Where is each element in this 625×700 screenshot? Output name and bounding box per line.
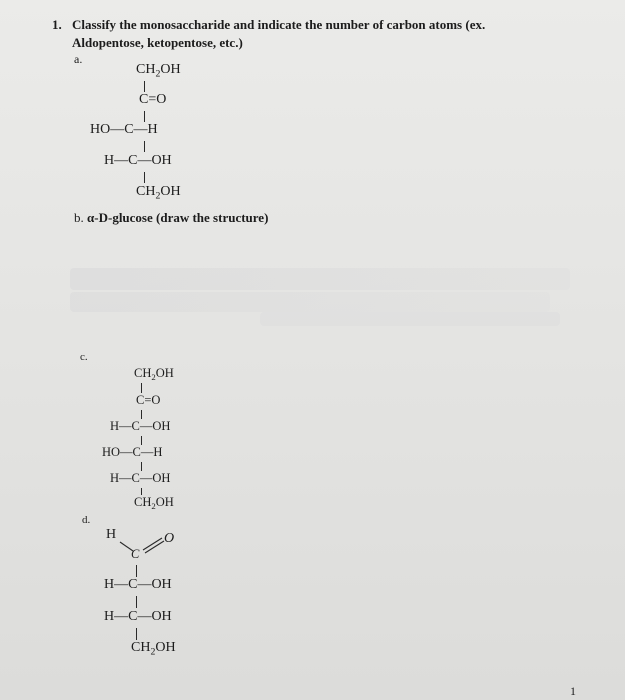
part-d-c: C <box>131 547 140 561</box>
part-c-bond-4 <box>141 462 142 471</box>
page-number: 1 <box>570 684 576 698</box>
part-a-bond-1 <box>144 81 145 92</box>
part-c-bond-2 <box>141 410 142 419</box>
part-d-label: d. <box>82 514 91 526</box>
part-c-bond-1 <box>141 383 142 393</box>
part-a-top-sub: 2 <box>155 68 161 80</box>
part-c-bottom-ch: CH <box>134 495 152 509</box>
part-d-bond-3 <box>136 628 137 640</box>
part-a-bottom-oh: OH <box>160 184 181 199</box>
part-c-label: c. <box>80 351 88 363</box>
part-d-bottom-group <box>131 640 176 656</box>
part-d-row3: H—C—OH <box>104 609 172 624</box>
part-a-bottom-ch: CH <box>136 184 156 199</box>
part-a-row4: H—C—OH <box>104 153 172 168</box>
part-c-row5: H—C—OH <box>110 471 171 485</box>
part-a-bond-4 <box>144 172 145 183</box>
part-d-row2: H—C—OH <box>104 577 172 592</box>
part-c-bottom-oh: OH <box>155 495 174 509</box>
part-a-bond-3 <box>144 141 145 152</box>
part-d-o: O <box>164 531 175 546</box>
part-d-h: H <box>106 527 117 542</box>
part-a-carbonyl: C=O <box>139 92 167 107</box>
question-text-line1: Classify the monosaccharide and indicate the number of carbon atoms (ex. <box>72 17 486 32</box>
part-d-aldehyde-bonds <box>110 535 170 561</box>
part-c-bond-3 <box>141 436 142 445</box>
part-b-text: -glucose (draw the structure) <box>107 210 269 225</box>
part-a-top-ch: CH <box>136 62 156 77</box>
part-c-carbonyl: C=O <box>136 393 161 407</box>
part-c-top-oh: OH <box>155 366 174 380</box>
bleed-through-smudge-1 <box>70 268 570 290</box>
part-b-label: b. <box>74 210 84 225</box>
part-c-bond-5 <box>141 488 142 495</box>
part-c-row4: HO—C—H <box>102 445 163 459</box>
part-a-bond-2 <box>144 111 145 122</box>
part-a-top-group <box>136 62 181 78</box>
part-d-bottom-ch: CH <box>131 640 151 655</box>
part-b-prefix: α-D <box>87 210 108 225</box>
part-a-top-oh: OH <box>160 62 181 77</box>
part-c-bottom-sub: 2 <box>151 501 156 512</box>
part-a-bottom-group <box>136 184 181 200</box>
part-d-bond-2 <box>136 596 137 608</box>
part-d-bond-1 <box>136 565 137 577</box>
part-a-label: a. <box>74 52 83 66</box>
part-c-top-group <box>134 366 174 381</box>
bleed-through-smudge-3 <box>260 312 560 326</box>
part-b-line <box>74 210 268 226</box>
part-a-row3: HO—C—H <box>90 122 158 137</box>
question-text-line2: Aldopentose, ketopentose, etc.) <box>72 35 243 50</box>
part-c-top-sub: 2 <box>151 372 156 383</box>
part-c-row3: H—C—OH <box>110 419 171 433</box>
part-d-bottom-sub: 2 <box>150 646 156 658</box>
part-a-bottom-sub: 2 <box>155 190 161 202</box>
part-d-bottom-oh: OH <box>155 640 176 655</box>
part-c-bottom-group <box>134 495 174 510</box>
part-c-top-ch: CH <box>134 366 152 380</box>
bleed-through-smudge-2 <box>70 292 550 312</box>
question-number: 1. <box>52 17 62 32</box>
